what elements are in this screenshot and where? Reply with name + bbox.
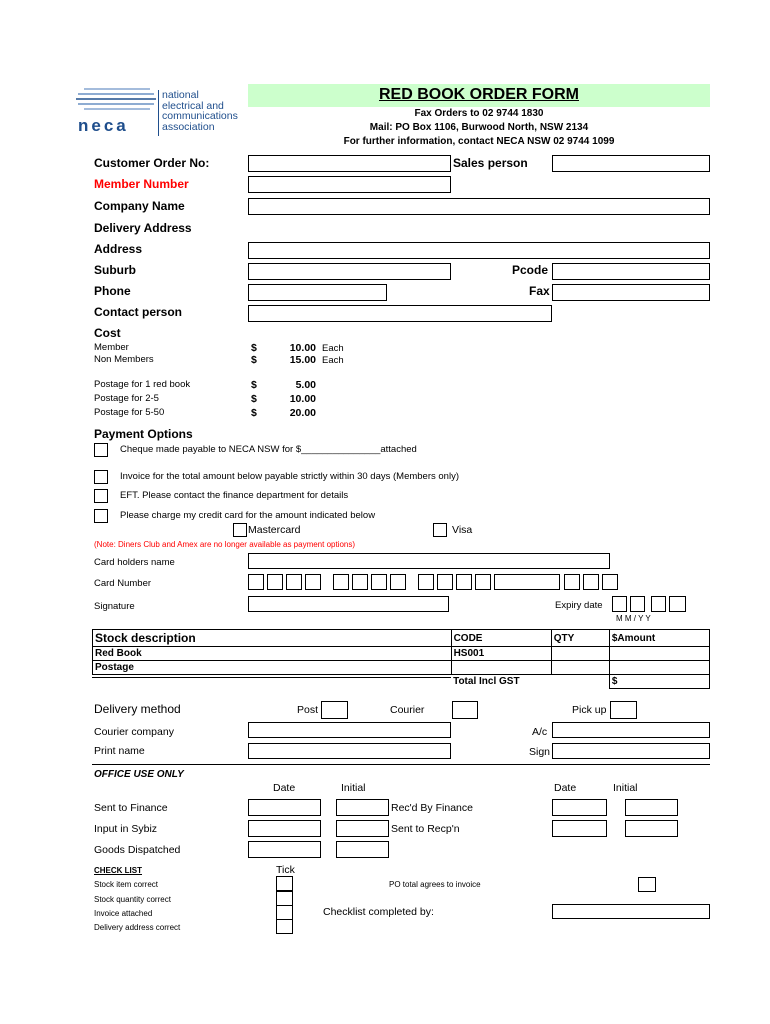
sent-recpn-initial[interactable] — [625, 820, 678, 837]
checklist-tick-box[interactable] — [276, 905, 293, 920]
nonmember-cost-amount: 15.00 — [289, 354, 316, 366]
checklist-completed-label: Checklist completed by: — [323, 906, 434, 918]
stock-qty-cell[interactable] — [551, 647, 609, 661]
suburb-label: Suburb — [94, 263, 136, 277]
pickup-label: Pick up — [572, 704, 607, 716]
office-initial2-label: Initial — [613, 782, 638, 794]
stock-cell: HS001 — [451, 647, 551, 661]
customer-order-input[interactable] — [248, 155, 451, 172]
member-number-label: Member Number — [94, 177, 189, 191]
postage-2-currency: $ — [251, 393, 257, 405]
address-label: Address — [94, 242, 143, 256]
pickup-checkbox[interactable] — [610, 701, 637, 719]
eft-text: EFT. Please contact the finance department for details — [120, 490, 349, 501]
card-digit-box[interactable] — [371, 574, 387, 590]
card-digit-box[interactable] — [333, 574, 349, 590]
card-digit-box[interactable] — [456, 574, 472, 590]
input-sybiz-date[interactable] — [248, 820, 321, 837]
goods-dispatched-initial[interactable] — [336, 841, 389, 858]
stock-qty-cell[interactable] — [551, 661, 609, 675]
expiry-box[interactable] — [651, 596, 666, 612]
logo-org-line: electrical and — [162, 99, 224, 112]
checklist-item: Delivery address correct — [94, 923, 181, 932]
cost-heading: Cost — [94, 326, 121, 340]
card-digit-box[interactable] — [305, 574, 321, 590]
member-cost-label: Member — [94, 342, 129, 353]
sales-person-label: Sales person — [453, 156, 528, 170]
card-digit-box[interactable] — [475, 574, 491, 590]
card-digit-box[interactable] — [267, 574, 283, 590]
address-input[interactable] — [248, 242, 710, 259]
sign-label: Sign — [529, 746, 551, 758]
postage-3-currency: $ — [251, 407, 257, 419]
checklist-item: Stock item correct — [94, 880, 159, 889]
phone-input[interactable] — [248, 284, 387, 301]
sent-recpn-label: Sent to Recp'n — [391, 823, 460, 835]
stock-header-description: Stock description — [93, 630, 452, 647]
checklist-tick-box[interactable] — [276, 919, 293, 934]
print-name-label: Print name — [94, 745, 145, 757]
office-date-label: Date — [273, 782, 296, 794]
sent-finance-date[interactable] — [248, 799, 321, 816]
logo-org-line: national — [162, 89, 199, 101]
mail-text: Mail: PO Box 1106, Burwood North, NSW 2134 — [369, 122, 589, 133]
card-digit-box[interactable] — [286, 574, 302, 590]
signature-input[interactable] — [248, 596, 449, 612]
member-cost-currency: $ — [251, 342, 257, 354]
total-value[interactable]: $ — [609, 675, 709, 689]
stock-cell: Postage — [93, 661, 452, 675]
office-use-heading: OFFICE USE ONLY — [94, 769, 184, 780]
table-row — [93, 630, 710, 647]
contact-person-input[interactable] — [248, 305, 552, 322]
checklist-item: Stock quantity correct — [94, 895, 171, 904]
postage-3-label: Postage for 5-50 — [94, 407, 165, 418]
recd-finance-date[interactable] — [552, 799, 607, 816]
credit-card-checkbox[interactable] — [94, 509, 108, 523]
visa-label: Visa — [452, 524, 473, 536]
office-divider — [92, 764, 710, 765]
credit-card-text: Please charge my credit card for the amount indicated below — [120, 510, 376, 521]
delivery-method-heading: Delivery method — [94, 702, 181, 716]
suburb-input[interactable] — [248, 263, 451, 280]
card-number-boxes — [248, 574, 628, 591]
card-digit-box[interactable] — [248, 574, 264, 590]
checklist-item: Invoice attached — [94, 909, 153, 918]
total-label: Total Incl GST — [453, 676, 520, 688]
post-label: Post — [297, 704, 319, 716]
payment-note: (Note: Diners Club and Amex are no longer available as payment options) — [94, 540, 356, 549]
print-name-input[interactable] — [248, 743, 451, 759]
card-digit-box[interactable] — [352, 574, 368, 590]
input-sybiz-initial[interactable] — [336, 820, 389, 837]
sent-finance-label: Sent to Finance — [94, 802, 168, 814]
company-name-label: Company Name — [94, 199, 185, 213]
delivery-address-label: Delivery Address — [94, 221, 192, 235]
fax-input[interactable] — [552, 284, 710, 301]
post-checkbox[interactable] — [321, 701, 348, 719]
sent-recpn-date[interactable] — [552, 820, 607, 837]
nonmember-cost-currency: $ — [251, 354, 257, 366]
expiry-hint: M M / Y Y — [616, 614, 651, 623]
ac-label: A/c — [532, 726, 548, 738]
expiry-box[interactable] — [630, 596, 645, 612]
stock-amount-cell[interactable] — [609, 647, 709, 661]
tick-label: Tick — [276, 864, 295, 876]
sign-input[interactable] — [552, 743, 710, 759]
input-sybiz-label: Input in Sybiz — [94, 823, 158, 835]
office-date2-label: Date — [554, 782, 577, 794]
pcode-label: Pcode — [512, 263, 549, 277]
postage-1-amount: 5.00 — [295, 379, 316, 391]
ac-input[interactable] — [552, 722, 710, 738]
expiry-date-label: Expiry date — [555, 600, 603, 611]
contact-person-label: Contact person — [94, 305, 183, 319]
card-digit-box[interactable] — [494, 574, 560, 590]
card-digit-box[interactable] — [564, 574, 580, 590]
checklist-completed-input[interactable] — [552, 904, 710, 919]
logo-org-line: association — [162, 120, 215, 133]
sales-person-input[interactable] — [552, 155, 710, 172]
postage-1-currency: $ — [251, 379, 257, 391]
fax-orders-text: Fax Orders to 02 9744 1830 — [414, 108, 544, 119]
signature-label: Signature — [94, 601, 135, 612]
card-number-label: Card Number — [94, 578, 152, 589]
postage-1-label: Postage for 1 red book — [94, 379, 191, 390]
logo-org-line: communications — [162, 110, 238, 122]
checklist-tick-box[interactable] — [276, 891, 293, 906]
visa-checkbox[interactable] — [433, 523, 447, 537]
goods-dispatched-label: Goods Dispatched — [94, 844, 181, 856]
table-row — [93, 647, 710, 661]
postage-2-label: Postage for 2-5 — [94, 393, 159, 404]
recd-finance-initial[interactable] — [625, 799, 678, 816]
courier-label: Courier — [390, 704, 425, 716]
member-cost-amount: 10.00 — [289, 342, 316, 354]
nonmember-cost-label: Non Members — [94, 354, 154, 365]
card-holder-input[interactable] — [248, 553, 610, 569]
payment-options-heading: Payment Options — [94, 427, 193, 441]
stock-header-amount: $Amount — [609, 630, 709, 647]
sent-finance-initial[interactable] — [336, 799, 389, 816]
card-digit-box[interactable] — [602, 574, 618, 590]
form-title: RED BOOK ORDER FORM — [379, 86, 579, 103]
courier-checkbox[interactable] — [452, 701, 478, 719]
card-digit-box[interactable] — [390, 574, 406, 590]
logo-abbr: neca — [78, 116, 129, 135]
card-digit-box[interactable] — [418, 574, 434, 590]
phone-label: Phone — [94, 284, 131, 298]
expiry-box[interactable] — [669, 596, 686, 612]
company-name-input[interactable] — [248, 198, 710, 215]
expiry-box[interactable] — [612, 596, 627, 612]
customer-order-label: Customer Order No: — [94, 156, 210, 170]
member-number-input[interactable] — [248, 176, 451, 193]
mastercard-label: Mastercard — [248, 524, 301, 536]
logo-lines-graphic — [76, 86, 156, 118]
eft-checkbox[interactable] — [94, 489, 108, 503]
stock-header-qty: QTY — [551, 630, 609, 647]
checklist-tick-box[interactable] — [276, 876, 293, 891]
stock-cell — [451, 661, 551, 675]
neca-logo — [76, 86, 248, 138]
mastercard-checkbox[interactable] — [233, 523, 247, 537]
invoice-text: Invoice for the total amount below payable strictly within 30 days (Members only) — [120, 471, 459, 482]
member-cost-unit: Each — [322, 343, 344, 354]
recd-finance-label: Rec'd By Finance — [391, 802, 473, 814]
nonmember-cost-unit: Each — [322, 355, 344, 366]
table-row — [93, 661, 710, 675]
stock-cell: Red Book — [93, 647, 452, 661]
invoice-checkbox[interactable] — [94, 470, 108, 484]
pcode-input[interactable] — [552, 263, 710, 280]
card-holder-label: Card holders name — [94, 557, 175, 568]
office-initial-label: Initial — [341, 782, 366, 794]
po-total-checkbox[interactable] — [638, 877, 656, 892]
card-digit-box[interactable] — [437, 574, 453, 590]
cheque-text: Cheque made payable to NECA NSW for $_______________attached — [120, 444, 417, 455]
checklist-heading: CHECK LIST — [94, 866, 142, 875]
courier-company-input[interactable] — [248, 722, 451, 738]
card-digit-box[interactable] — [583, 574, 599, 590]
info-text: For further information, contact NECA NSW 02 9744 1099 — [343, 136, 615, 147]
stock-header-code: CODE — [451, 630, 551, 647]
goods-dispatched-date[interactable] — [248, 841, 321, 858]
stock-table — [92, 629, 710, 689]
postage-2-amount: 10.00 — [289, 393, 316, 405]
postage-3-amount: 20.00 — [289, 407, 316, 419]
fax-label: Fax — [529, 284, 550, 298]
po-total-label: PO total agrees to invoice — [389, 880, 481, 889]
cheque-checkbox[interactable] — [94, 443, 108, 457]
courier-company-label: Courier company — [94, 726, 174, 738]
stock-amount-cell[interactable] — [609, 661, 709, 675]
